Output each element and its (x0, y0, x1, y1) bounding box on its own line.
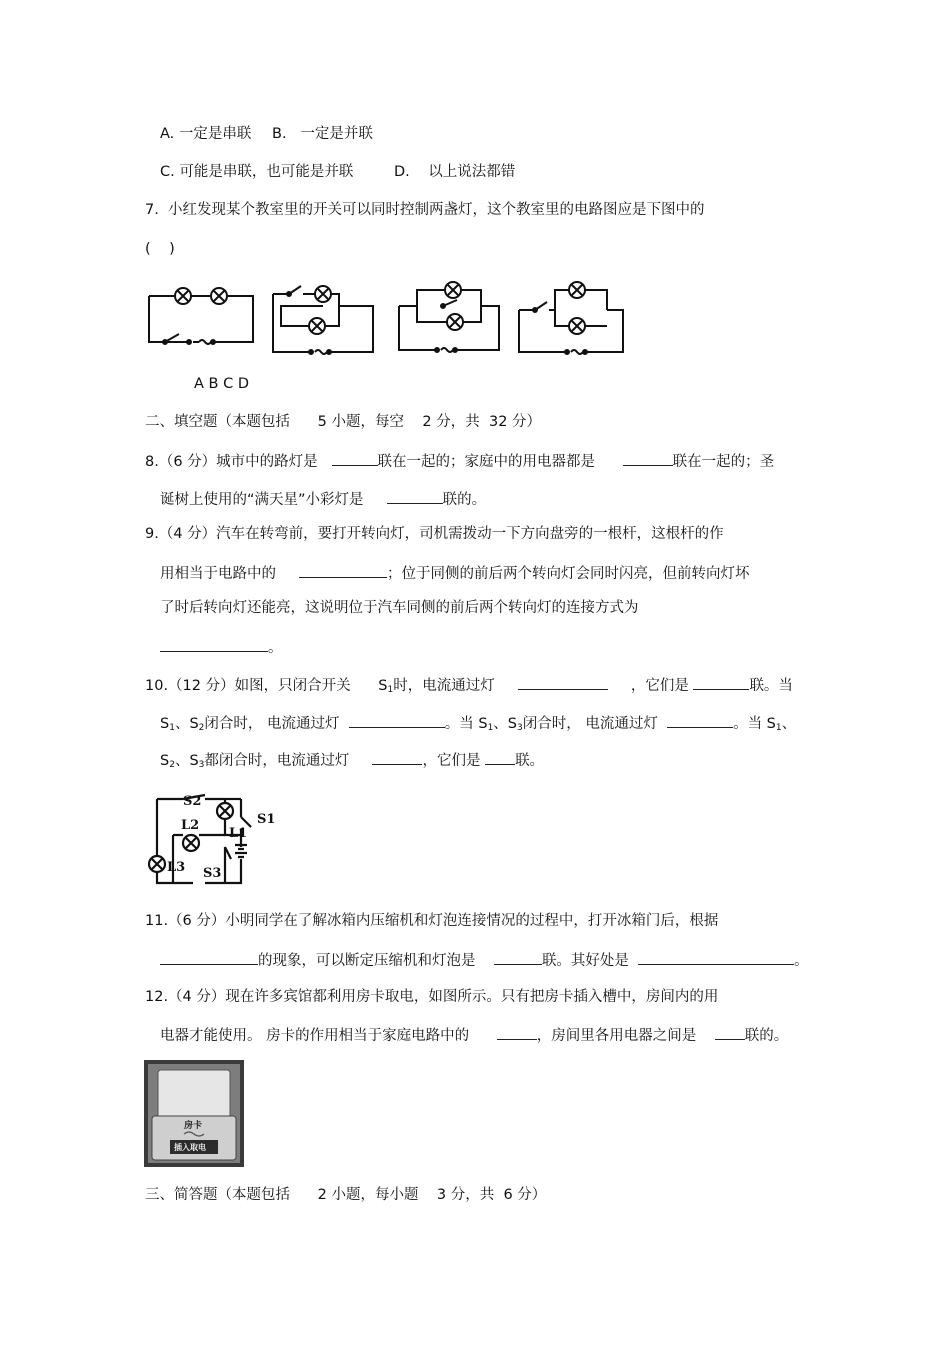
q10-blank-5[interactable] (372, 749, 422, 765)
q7-figure-labels: A B C D (194, 376, 249, 392)
q8-blank-1[interactable] (332, 450, 378, 466)
q10-line2: $S_1$、$S_2$闭合时， 电流通过灯 。当 $S_1$、$S_3$闭合时， 电流通过灯 。当 $S_1$、 (160, 712, 796, 738)
insert-power-text: 插入取电 (174, 1143, 206, 1152)
q9-blank-1[interactable] (299, 562, 387, 578)
circuit-b (273, 286, 373, 354)
q7-answer-paren: ( ) (145, 241, 175, 257)
q11-line2: 的现象，可以断定压缩机和灯泡是 联。其好处是 。 (160, 949, 809, 971)
q6-option-d: D. 以上说法都错 (394, 164, 516, 180)
q12-line1: 12.（4 分）现在许多宾馆都利用房卡取电，如图所示。只有把房卡插入槽中，房间内的用 (145, 989, 719, 1005)
q6-option-a: A. 一定是串联 (160, 126, 252, 142)
q9-line4: 。 (160, 636, 283, 658)
q10-blank-3[interactable] (349, 712, 445, 728)
q7-circuit-diagrams (143, 278, 633, 360)
q12-line2: 电器才能使用。 房卡的作用相当于家庭电路中的 ，房间里各用电器之间是 联的。 (160, 1024, 788, 1046)
room-card-photo (144, 1060, 244, 1167)
circuit-a (149, 288, 253, 344)
room-card-text: 房卡 (184, 1121, 203, 1131)
q10-blank-4[interactable] (667, 712, 733, 728)
q8-blank-2[interactable] (623, 450, 673, 466)
q11-blank-1[interactable] (160, 949, 258, 965)
q7-stem: 7. 小红发现某个教室里的开关可以同时控制两盏灯，这个教室里的电路图应是下图中的 (145, 202, 705, 218)
q10-blank-2[interactable] (693, 674, 749, 690)
label-l3: L3 (167, 860, 186, 875)
circuit-d (519, 282, 623, 354)
q6-option-b: B. 一定是并联 (272, 126, 373, 142)
label-s2: S2 (183, 794, 202, 809)
q8-line2: 诞树上使用的“满天星”小彩灯是 联的。 (160, 488, 486, 510)
q11-blank-3[interactable] (638, 949, 794, 965)
q9-line1: 9.（4 分）汽车在转弯前，要打开转向灯，司机需拨动一下方向盘旁的一根杆，这根杆的作 (145, 526, 724, 542)
q10-blank-1[interactable] (518, 674, 608, 690)
q11-blank-2[interactable] (494, 949, 542, 965)
section3-heading: 三、简答题（本题包括 2 小题，每小题 3 分，共 6 分） (145, 1187, 547, 1203)
q10-line3: $S_2$、$S_3$都闭合时，电流通过灯 ，它们是 联。 (160, 749, 544, 775)
circuit-c (399, 282, 499, 352)
q6-option-c: C. 可能是串联，也可能是并联 (160, 164, 354, 180)
q12-blank-2[interactable] (715, 1024, 745, 1040)
q10-line1: 10.（12 分）如图，只闭合开关 $S_1$时，电流通过灯 ，它们是 联。当 (145, 674, 793, 700)
q10-circuit-diagram (143, 787, 277, 891)
q8-line1: 8.（6 分）城市中的路灯是 联在一起的；家庭中的用电器都是 联在一起的；圣 (145, 450, 774, 472)
section2-heading: 二、填空题（本题包括 5 小题，每空 2 分，共 32 分） (145, 414, 542, 430)
q10-blank-6[interactable] (485, 749, 515, 765)
q11-line1: 11.（6 分）小明同学在了解冰箱内压缩机和灯泡连接情况的过程中，打开冰箱门后，根据 (145, 913, 719, 929)
label-l2: L2 (181, 818, 200, 833)
q8-blank-3[interactable] (387, 488, 443, 504)
q12-blank-1[interactable] (497, 1024, 537, 1040)
q9-line3: 了时后转向灯还能亮，这说明位于汽车同侧的前后两个转向灯的连接方式为 (160, 600, 639, 616)
label-s3: S3 (203, 866, 222, 881)
label-l1: L1 (229, 826, 248, 841)
q9-line2: 用相当于电路中的 ；位于同侧的前后两个转向灯会同时闪亮，但前转向灯坏 (160, 562, 750, 584)
q9-blank-2[interactable] (160, 636, 268, 652)
label-s1: S1 (257, 812, 276, 827)
